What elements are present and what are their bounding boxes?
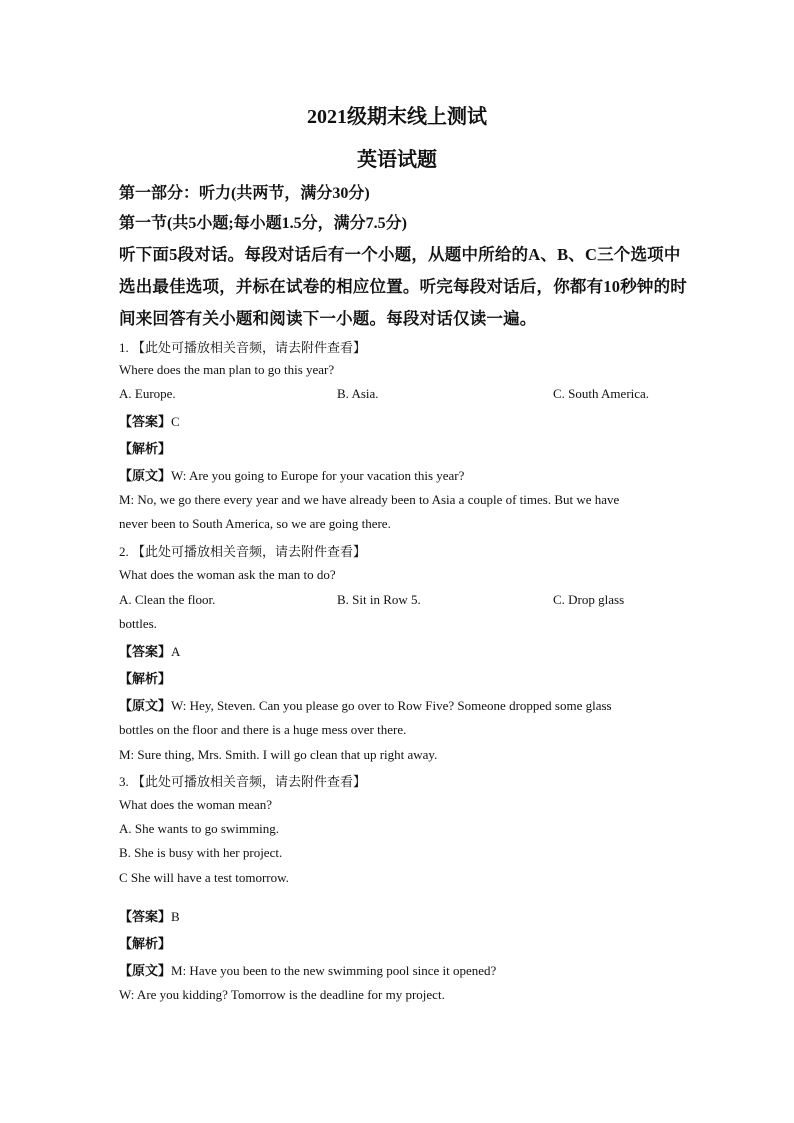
analysis-label-q1: 【解析】	[119, 441, 172, 456]
transcript-q2-line-2: bottles on the floor and there is a huge mess over there.	[119, 722, 407, 737]
transcript-label: 【原文】	[119, 698, 172, 713]
transcript-label: 【原文】	[119, 963, 172, 978]
option-a-q3: A. She wants to go swimming.	[119, 821, 279, 836]
exam-title: 2021级期末线上测试	[307, 106, 487, 128]
answer-value: C	[171, 414, 180, 429]
answer-value: A	[171, 644, 181, 659]
option-b-q1: B. Asia.	[337, 386, 379, 401]
transcript-q2-line-1	[119, 695, 612, 714]
transcript-q1-line-3: never been to South America, so we are going there.	[119, 516, 391, 531]
transcript-text: M: Have you been to the new swimming pool since it opened?	[171, 963, 497, 978]
exam-subtitle: 英语试题	[357, 149, 437, 171]
instruction-line-3: 间来回答有关小题和阅读下一小题。每段对话仅读一遍。	[119, 309, 537, 328]
transcript-text: W: Hey, Steven. Can you please go over to Row Five? Someone dropped some glass	[171, 698, 612, 713]
answer-value: B	[171, 909, 180, 924]
audio-link-q2[interactable]: 2. 【此处可播放相关音频，请去附件查看】	[119, 544, 367, 559]
option-a-q2: A. Clean the floor.	[119, 592, 216, 607]
analysis-label-q2: 【解析】	[119, 671, 172, 686]
answer-q1	[119, 411, 180, 430]
transcript-q1-line-2: M: No, we go there every year and we have already been to Asia a couple of times. But we have	[119, 492, 620, 507]
section-heading: 第一节(共5小题;每小题1.5分，满分7.5分)	[119, 215, 407, 232]
instruction-line-2: 选出最佳选项，并标在试卷的相应位置。听完每段对话后，你都有10秒钟的时	[119, 277, 687, 296]
analysis-label-q3: 【解析】	[119, 936, 172, 951]
question-stem-q1: Where does the man plan to go this year?	[119, 362, 335, 377]
answer-q2	[119, 641, 180, 660]
answer-label: 【答案】	[119, 909, 172, 924]
audio-link-q1[interactable]: 1. 【此处可播放相关音频，请去附件查看】	[119, 340, 367, 355]
transcript-q2-line-3: M: Sure thing, Mrs. Smith. I will go clean that up right away.	[119, 747, 438, 762]
option-c-q2-wrap: bottles.	[119, 616, 157, 631]
option-a-q1: A. Europe.	[119, 386, 176, 401]
option-c-q3: C She will have a test tomorrow.	[119, 870, 289, 885]
answer-label: 【答案】	[119, 644, 172, 659]
option-b-q3: B. She is busy with her project.	[119, 845, 283, 860]
option-c-q1: C. South America.	[553, 386, 650, 401]
instruction-line-1: 听下面5段对话。每段对话后有一个小题，从题中所给的A、B、C三个选项中	[119, 245, 681, 264]
question-stem-q3: What does the woman mean?	[119, 797, 273, 812]
transcript-q1-line-1	[119, 465, 464, 484]
answer-label: 【答案】	[119, 414, 172, 429]
question-stem-q2: What does the woman ask the man to do?	[119, 567, 336, 582]
transcript-q3-line-1	[119, 960, 496, 979]
transcript-text: W: Are you going to Europe for your vacation this year?	[171, 468, 465, 483]
option-c-q2: C. Drop glass	[553, 592, 625, 607]
part-heading: 第一部分：听力(共两节，满分30分)	[119, 185, 370, 202]
answer-q3	[119, 906, 180, 925]
transcript-q3-line-2: W: Are you kidding? Tomorrow is the deadline for my project.	[119, 987, 445, 1002]
option-b-q2: B. Sit in Row 5.	[337, 592, 421, 607]
transcript-label: 【原文】	[119, 468, 172, 483]
audio-link-q3[interactable]: 3. 【此处可播放相关音频，请去附件查看】	[119, 774, 367, 789]
